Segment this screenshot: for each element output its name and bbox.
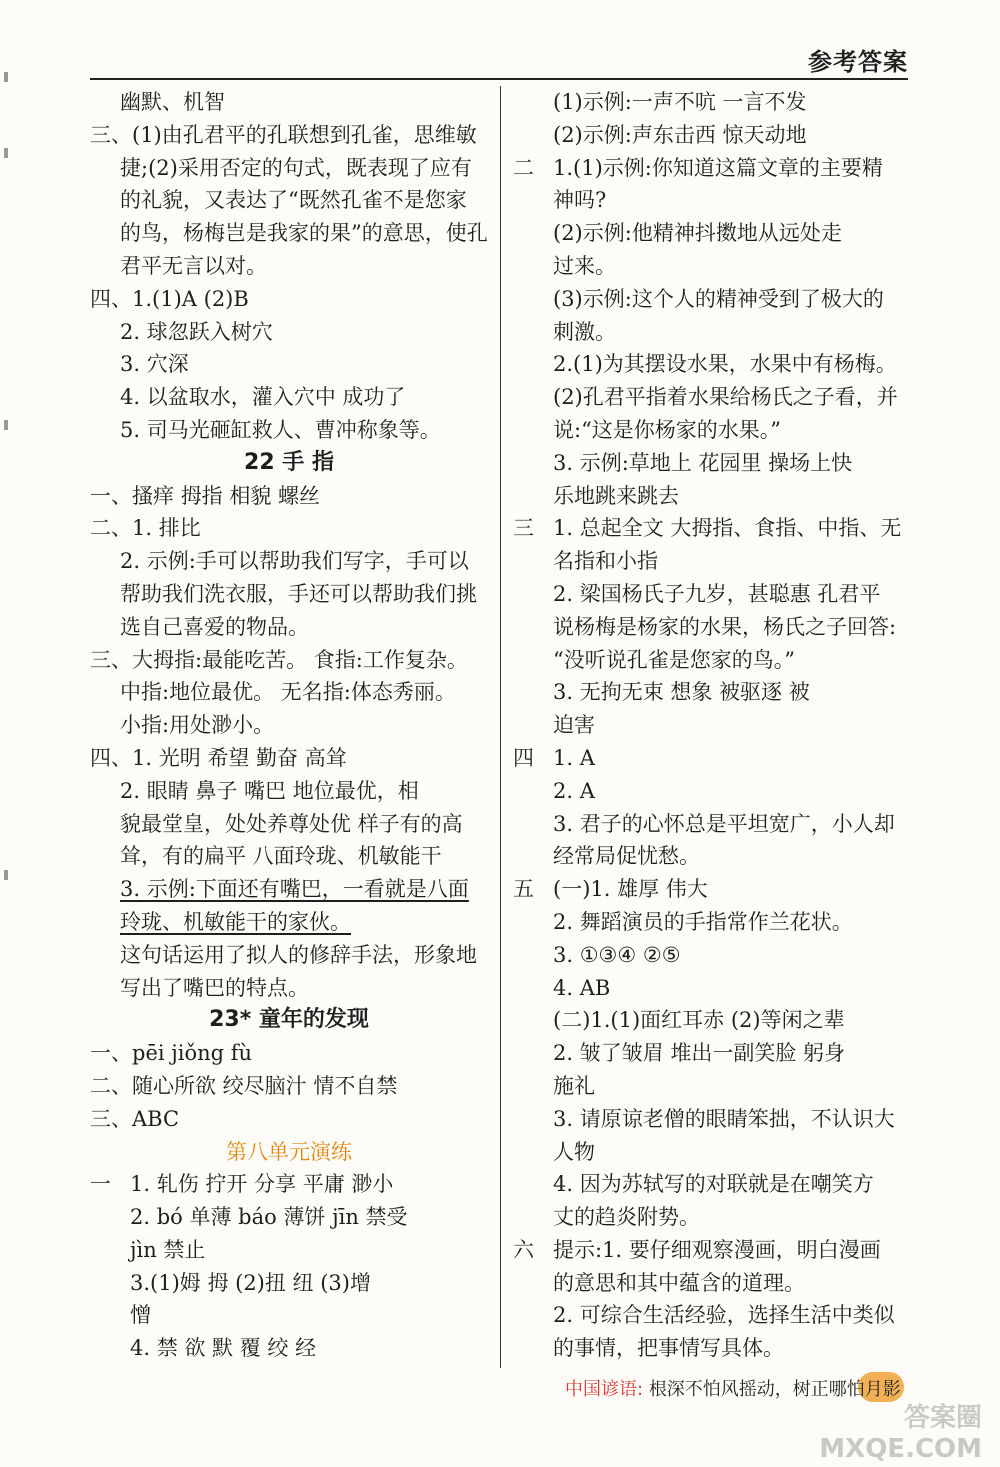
answer-text: 帮助我们洗衣服，手还可以帮助我们挑: [120, 581, 477, 606]
answer-text: jìn 禁止: [130, 1237, 206, 1262]
answer-line: [90, 808, 488, 841]
answer-line: [90, 775, 488, 808]
answer-text: 3. 穴深: [120, 352, 189, 377]
answer-text: 1. A: [553, 745, 595, 770]
answer-line: [90, 709, 488, 742]
answer-line: [513, 283, 910, 316]
answer-text: 三、(1)由孔君平的孔联想到孔雀，思维敏: [90, 122, 477, 147]
answer-line: [90, 1168, 488, 1201]
answer-text: 四、1.(1)A (2)B: [90, 286, 249, 311]
answer-line: [90, 545, 488, 578]
answer-text: 二、随心所欲 绞尽脑汁 情不自禁: [90, 1073, 398, 1098]
watermark-logo: 答案圈 MXQE.COM: [819, 1403, 982, 1464]
answer-text: 玲珑、机敏能干的家伙。: [120, 909, 351, 934]
answer-text: “没听说孔雀是您家的鸟。”: [553, 647, 795, 672]
right-column: [513, 86, 910, 1365]
answer-text: 写出了嘴巴的特点。: [120, 975, 309, 1000]
answer-text: 1.(1)示例:你知道这篇文章的主要精: [553, 155, 883, 180]
answer-text: 一、pēi jiǒng fù: [90, 1041, 253, 1066]
footer-text: 根深不怕风摇动，树正哪怕月影: [648, 1379, 901, 1400]
answer-text: 23* 童年的发现: [209, 1007, 369, 1033]
header-rule: [90, 78, 908, 80]
answer-line: [90, 676, 488, 709]
answer-text: 3. 无拘无束 想象 被驱逐 被: [553, 680, 810, 705]
answer-text: 2. 眼睛 鼻子 嘴巴 地位最优，相: [120, 778, 419, 803]
answer-line: [513, 217, 910, 250]
answer-line: [90, 152, 488, 185]
answer-line: [90, 1201, 488, 1234]
answer-line: [513, 1332, 910, 1365]
answer-text: 22 手 指: [244, 449, 334, 475]
answer-line: [513, 184, 910, 217]
answer-line: [513, 86, 910, 119]
answer-text: (2)孔君平指着水果给杨氏之子看，并: [553, 385, 898, 410]
answer-text: 过来。: [553, 253, 616, 278]
answer-text: 说:“这是你杨家的水果。”: [553, 417, 782, 442]
answer-line: [90, 119, 488, 152]
answer-line: [513, 1201, 910, 1234]
answer-text: 3.(1)姆 拇 (2)扭 纽 (3)增: [130, 1270, 371, 1295]
answer-line: [513, 709, 910, 742]
answer-text: 中指:地位最优。 无名指:体态秀丽。: [120, 680, 456, 705]
section-title: [90, 447, 488, 480]
answer-line: [513, 414, 910, 447]
answer-line: [90, 939, 488, 972]
question-number: 三: [513, 516, 534, 541]
answer-line: [513, 316, 910, 349]
answer-text: 丈的趋炎附势。: [553, 1205, 700, 1230]
answer-text: 3. 君子的心怀总是平坦宽广，小人却: [553, 811, 895, 836]
answer-text: 2. 舞蹈演员的手指常作兰花状。: [553, 909, 853, 934]
answer-text: 提示:1. 要仔细观察漫画，明白漫画: [553, 1237, 881, 1262]
answer-text: 三、大拇指:最能吃苦。 食指:工作复杂。: [90, 647, 468, 672]
column-divider: [500, 86, 501, 1368]
answer-text: 4. 因为苏轼写的对联就是在嘲笑方: [553, 1172, 874, 1197]
answer-line: [513, 1004, 910, 1037]
answer-line: [90, 250, 488, 283]
answer-line: [90, 1332, 488, 1365]
answer-line: [90, 480, 488, 513]
answer-text: 4. AB: [553, 975, 611, 1000]
answer-line: [90, 316, 488, 349]
answer-line: [513, 972, 910, 1005]
answer-text: 人物: [553, 1139, 595, 1164]
answer-text: 的意思和其中蕴含的道理。: [553, 1270, 805, 1295]
answer-line: [90, 644, 488, 677]
answer-text: (3)示例:这个人的精神受到了极大的: [553, 286, 884, 311]
answer-line: [90, 217, 488, 250]
answer-text: (二)1.(1)面红耳赤 (2)等闲之辈: [553, 1008, 845, 1033]
answer-text: 2. A: [553, 778, 595, 803]
answer-text: 3. ①③④ ②⑤: [553, 942, 681, 967]
answer-text: 的礼貌，又表达了“既然孔雀不是您家: [120, 188, 467, 213]
answer-line: [90, 512, 488, 545]
answer-text: 的鸟，杨梅岂是我家的果”的意思，使孔: [120, 221, 488, 246]
answer-text: 5. 司马光砸缸救人、曹冲称象等。: [120, 417, 441, 442]
answer-text: 迫害: [553, 713, 595, 738]
answer-line: [513, 873, 910, 906]
answer-text: 3. 请原谅老僧的眼睛笨拙，不认识大: [553, 1106, 895, 1131]
answer-text: 2.(1)为其摆设水果，水果中有杨梅。: [553, 352, 897, 377]
question-number: 二: [513, 155, 534, 180]
answer-line: [90, 742, 488, 775]
answer-line: [513, 611, 910, 644]
answer-text: 憎: [130, 1303, 151, 1328]
answer-line: [513, 348, 910, 381]
answer-text: (2)示例:他精神抖擞地从远处走: [553, 221, 842, 246]
footer-label: 中国谚语:: [565, 1379, 644, 1400]
answer-line: [513, 480, 910, 513]
answer-line: [513, 808, 910, 841]
answer-line: [513, 1234, 910, 1267]
answer-line: [513, 906, 910, 939]
answer-text: 君平无言以对。: [120, 253, 267, 278]
page-header-title: 参考答案: [808, 48, 908, 76]
answer-text: 1. 轧伤 拧开 分享 平庸 渺小: [130, 1172, 394, 1197]
answer-line: [90, 906, 488, 939]
answer-text: 三、ABC: [90, 1106, 180, 1131]
answer-text: 2. 梁国杨氏子九岁，甚聪惠 孔君平: [553, 581, 881, 606]
answer-text: 耸，有的扁平 八面玲珑、机敏能干: [120, 844, 442, 869]
answer-text: 说杨梅是杨家的水果，杨氏之子回答:: [553, 614, 897, 639]
answer-text: 2. 皱了皱眉 堆出一副笑脸 躬身: [553, 1041, 846, 1066]
answer-text: 经常局促忧愁。: [553, 844, 700, 869]
answer-line: [513, 1070, 910, 1103]
answer-text: 小指:用处渺小。: [120, 713, 275, 738]
answer-text: 3. 示例:草地上 花园里 操场上快: [553, 450, 853, 475]
answer-text: 名指和小指: [553, 549, 658, 574]
answer-line: [513, 250, 910, 283]
answer-text: 这句话运用了拟人的修辞手法，形象地: [120, 942, 477, 967]
answer-line: [513, 1103, 910, 1136]
answer-line: [90, 283, 488, 316]
answer-text: 乐地跳来跳去: [553, 483, 679, 508]
answer-text: 2. bó 单薄 báo 薄饼 jīn 禁受: [130, 1205, 408, 1230]
answer-line: [513, 119, 910, 152]
question-number: 一: [90, 1172, 111, 1197]
answer-text: 4. 禁 欲 默 覆 绞 经: [130, 1336, 317, 1361]
section-title: [90, 1004, 488, 1037]
answer-text: 第八单元演练: [226, 1139, 352, 1164]
answer-text: 选自己喜爱的物品。: [120, 614, 309, 639]
answer-line: [90, 381, 488, 414]
answer-line: [513, 1037, 910, 1070]
answer-text: 1. 总起全文 大拇指、食指、中指、无: [553, 516, 902, 541]
answer-line: [90, 1037, 488, 1070]
answer-line: [513, 1267, 910, 1300]
answer-text: 貌最堂皇，处处养尊处优 样子有的高: [120, 811, 463, 836]
answer-line: [90, 348, 488, 381]
answer-text: 2. 示例:手可以帮助我们写字，手可以: [120, 549, 469, 574]
answer-line: [513, 381, 910, 414]
answer-line: [90, 611, 488, 644]
question-number: 六: [513, 1237, 534, 1262]
answer-text: 捷;(2)采用否定的句式，既表现了应有: [120, 155, 472, 180]
answer-line: [90, 1234, 488, 1267]
unit-title: [90, 1136, 488, 1169]
answer-text: 4. 以盆取水，灌入穴中 成功了: [120, 385, 406, 410]
answer-line: [90, 414, 488, 447]
answer-line: [513, 644, 910, 677]
answer-line: [90, 873, 488, 906]
question-number: 四: [513, 745, 534, 770]
answer-line: [513, 578, 910, 611]
answer-line: [513, 447, 910, 480]
answer-text: 幽默、机智: [120, 90, 225, 114]
page-header: [0, 0, 1000, 76]
answer-line: [513, 742, 910, 775]
answer-line: [90, 578, 488, 611]
answer-text: 四、1. 光明 希望 勤奋 高耸: [90, 745, 347, 770]
answer-line: [513, 840, 910, 873]
answer-text: 2. 球忽跃入树穴: [120, 319, 273, 344]
answer-text: 的事情，把事情写具体。: [553, 1336, 784, 1361]
answer-text: (1)示例:一声不吭 一言不发: [553, 90, 807, 114]
answer-line: [90, 1299, 488, 1332]
answer-line: [90, 86, 488, 119]
answer-line: [90, 1267, 488, 1300]
answer-line: [513, 545, 910, 578]
question-number: 五: [513, 877, 534, 902]
answer-text: 3. 示例:下面还有嘴巴，一看就是八面: [120, 877, 469, 902]
answer-text: (2)示例:声东击西 惊天动地: [553, 122, 807, 147]
answer-line: [513, 775, 910, 808]
answer-line: [90, 972, 488, 1005]
answer-line: [513, 939, 910, 972]
answer-text: 刺激。: [553, 319, 616, 344]
answer-text: 施礼: [553, 1073, 595, 1098]
answer-line: [90, 184, 488, 217]
answer-line: [513, 512, 910, 545]
answer-line: [90, 1103, 488, 1136]
answer-line: [513, 676, 910, 709]
answer-line: [513, 1168, 910, 1201]
answer-line: [513, 1136, 910, 1169]
answer-text: 2. 可综合生活经验，选择生活中类似: [553, 1303, 895, 1328]
answer-text: 二、1. 排比: [90, 516, 201, 541]
answer-text: 神吗?: [553, 188, 607, 213]
answer-text: 一、搔痒 拇指 相貌 螺丝: [90, 483, 321, 508]
answer-text: (一)1. 雄厚 伟大: [553, 877, 708, 902]
answer-line: [90, 1070, 488, 1103]
answer-line: [513, 1299, 910, 1332]
left-column: [90, 86, 488, 1365]
answer-line: [90, 840, 488, 873]
answer-line: [513, 152, 910, 185]
